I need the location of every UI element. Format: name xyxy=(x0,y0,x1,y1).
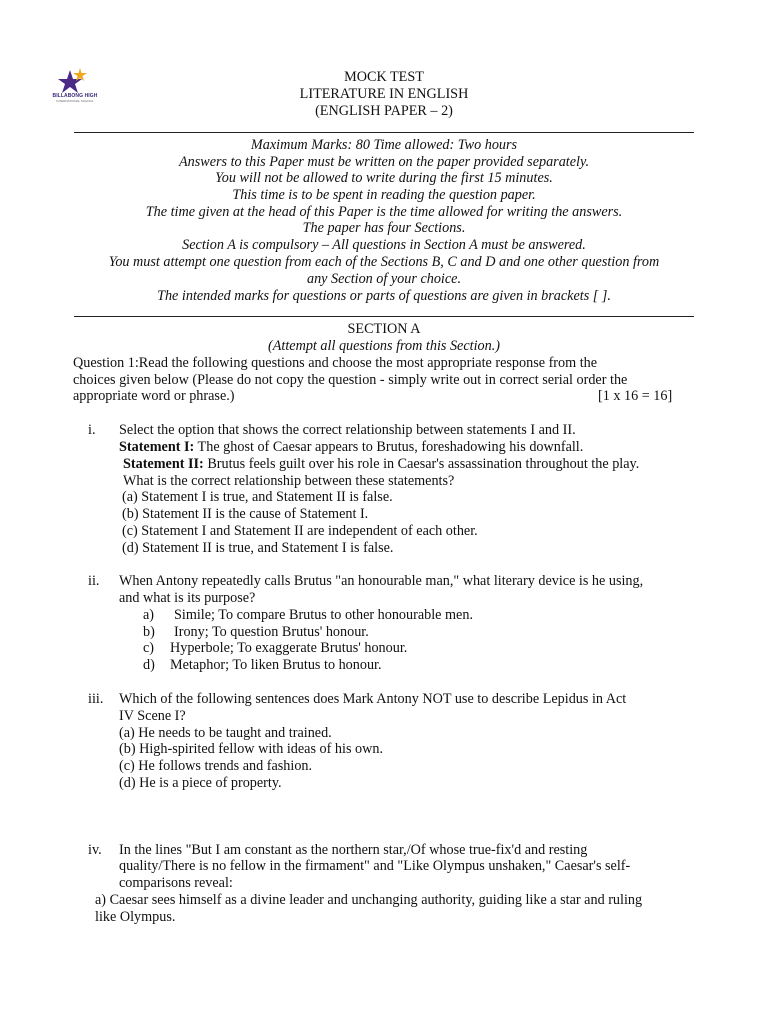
option: (d) Statement II is true, and Statement I is false. xyxy=(122,540,394,556)
option: (c) He follows trends and fashion. xyxy=(119,758,313,774)
instruction-line: This time is to be spent in reading the question paper. xyxy=(232,187,536,203)
item-i-ask: What is the correct relationship between these statements? xyxy=(123,473,455,489)
instruction-line: any Section of your choice. xyxy=(306,271,462,287)
instruction-line: You will not be allowed to write during the first 15 minutes. xyxy=(215,170,553,186)
question-1-text: appropriate word or phrase.) xyxy=(73,388,235,404)
instruction-line: Answers to this Paper must be written on the paper provided separately. xyxy=(178,154,590,170)
option: (c) Statement I and Statement II are independent of each other. xyxy=(122,523,478,539)
divider-top xyxy=(74,132,694,133)
question-1-marks: [1 x 16 = 16] xyxy=(598,388,673,404)
item-iv-stem: comparisons reveal: xyxy=(119,875,233,891)
item-iii-stem: Which of the following sentences does Mark Antony NOT use to describe Lepidus in Act xyxy=(119,691,627,707)
statement-label: Statement II: xyxy=(123,456,204,472)
item-number: iii. xyxy=(88,691,104,707)
section-title: SECTION A xyxy=(347,321,421,337)
item-number: iv. xyxy=(88,842,102,858)
statement-text: Brutus feels guilt over his role in Caesar's assassination throughout the play. xyxy=(203,456,640,472)
option: (b) Statement II is the cause of Statement I. xyxy=(122,506,369,522)
paper-title: (ENGLISH PAPER – 2) xyxy=(315,103,453,119)
option-letter: c) xyxy=(143,640,155,656)
option: Irony; To question Brutus' honour. xyxy=(174,624,369,640)
item-iii-stem: IV Scene I? xyxy=(119,708,186,724)
instruction-line: You must attempt one question from each of the Sections B, C and D and one other question from xyxy=(108,254,660,270)
option: Simile; To compare Brutus to other honourable men. xyxy=(174,607,473,623)
divider-bottom xyxy=(74,316,694,317)
item-ii-stem: When Antony repeatedly calls Brutus "an honourable man," what literary device is he using, xyxy=(119,573,644,589)
option: Metaphor; To liken Brutus to honour. xyxy=(170,657,382,673)
item-number: i. xyxy=(88,422,96,438)
option: a) Caesar sees himself as a divine leader and unchanging authority, guiding like a star and ruling xyxy=(95,892,643,908)
instruction-line: The time given at the head of this Paper is the time allowed for writing the answers. xyxy=(145,204,623,220)
subject-title: LITERATURE IN ENGLISH xyxy=(299,86,469,102)
logo-name: BILLABONG HIGH xyxy=(52,93,98,99)
option: (a) He needs to be taught and trained. xyxy=(119,725,332,741)
option: like Olympus. xyxy=(95,909,176,925)
item-number: ii. xyxy=(88,573,100,589)
instruction-line: Maximum Marks: 80 Time allowed: Two hours xyxy=(250,137,518,153)
option: Hyperbole; To exaggerate Brutus' honour. xyxy=(170,640,408,656)
option: (d) He is a piece of property. xyxy=(119,775,282,791)
item-i-statement-1 xyxy=(119,439,583,456)
option: (a) Statement I is true, and Statement II is false. xyxy=(122,489,393,505)
item-i-stem: Select the option that shows the correct relationship between statements I and II. xyxy=(119,422,576,438)
logo-subtitle: INTERNATIONAL SCHOOL xyxy=(56,99,94,103)
question-1-text: Question 1:Read the following questions and choose the most appropriate response from the xyxy=(73,355,598,371)
instruction-line: The paper has four Sections. xyxy=(302,220,466,236)
statement-label: Statement I: xyxy=(119,439,195,455)
section-note: (Attempt all questions from this Section.) xyxy=(268,338,500,354)
option: (b) High-spirited fellow with ideas of his own. xyxy=(119,741,383,757)
statement-text: The ghost of Caesar appears to Brutus, foreshadowing his downfall. xyxy=(194,439,584,455)
instruction-line: The intended marks for questions or parts of questions are given in brackets [ ]. xyxy=(157,288,611,304)
option-letter: d) xyxy=(143,657,155,673)
item-iv-stem: quality/There is no fellow in the firmament" and "Like Olympus unshaken," Caesar's self- xyxy=(119,858,631,874)
test-title: MOCK TEST xyxy=(344,69,424,85)
item-ii-stem: and what is its purpose? xyxy=(119,590,256,606)
option-letter: b) xyxy=(143,624,155,640)
instruction-line: Section A is compulsory – All questions in Section A must be answered. xyxy=(182,237,586,253)
option-letter: a) xyxy=(143,607,155,623)
item-i-statement-2 xyxy=(123,456,639,473)
item-iv-stem: In the lines "But I am constant as the northern star,/Of whose true-fix'd and resting xyxy=(119,842,588,858)
question-1-text: choices given below (Please do not copy the question - simply write out in correct serial order the xyxy=(73,372,628,388)
